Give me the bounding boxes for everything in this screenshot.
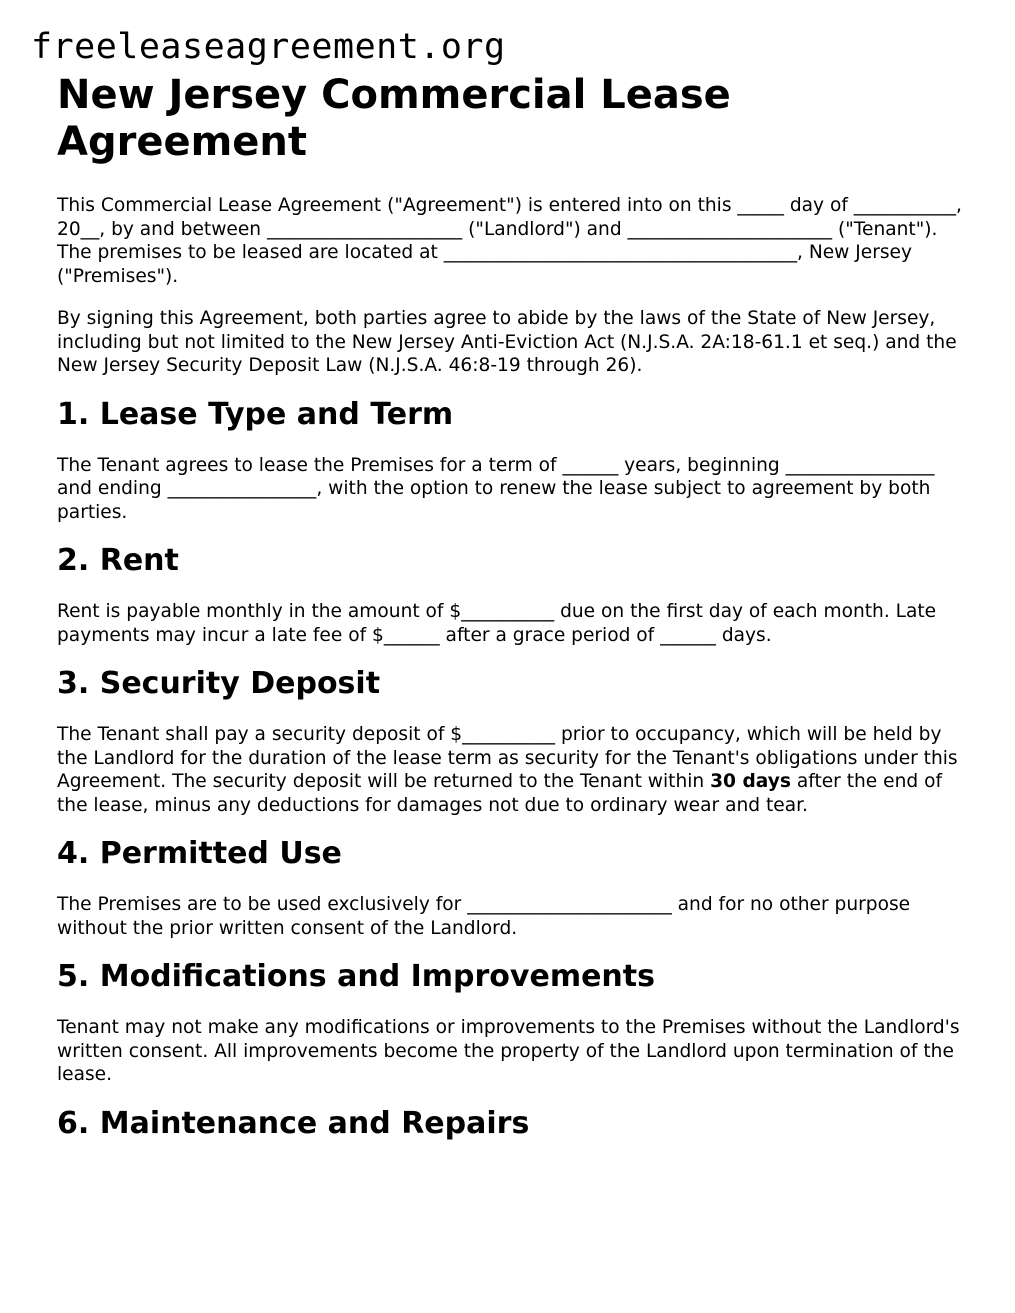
section-heading-permitted-use: 4. Permitted Use bbox=[57, 836, 342, 871]
site-watermark: freeleaseagreement.org bbox=[31, 27, 506, 67]
intro-paragraph: This Commercial Lease Agreement ("Agreement") is entered into on this _____ day of ___________, 20__, by and between _____________________ ("Landlord") and ______________________ ("Tenant"). The premises to be leased are located at ______________________________________, New Jersey ("Premises"). bbox=[57, 195, 962, 287]
section-body-permitted-use: The Premises are to be used exclusively for ______________________ and for no other purpose without the prior written consent of the Landlord. bbox=[57, 894, 911, 939]
section-heading-modifications: 5. Modifications and Improvements bbox=[57, 959, 655, 994]
section-heading-security-deposit: 3. Security Deposit bbox=[57, 666, 381, 701]
lease-document bbox=[57, 72, 962, 1163]
security-deposit-text-1: The Tenant shall pay a security deposit of $__________ prior to occupancy, which will be held by the Landlord for the duration of the lease term as security for the Tenant's obligations under this Agreement. The security deposit will be returned to the Tenant within bbox=[57, 724, 958, 792]
security-deposit-text-2: after the end of the lease, minus any deductions for damages not due to ordinary wear and tear. bbox=[57, 771, 943, 816]
section-heading-maintenance: 6. Maintenance and Repairs bbox=[57, 1105, 530, 1141]
section-body-lease-term: The Tenant agrees to lease the Premises for a term of ______ years, beginning ________________ and ending ________________, with the option to renew the lease subject to agreement by both parties. bbox=[57, 454, 935, 523]
section-heading-lease-term: 1. Lease Type and Term bbox=[57, 396, 454, 432]
document-title: New Jersey Commercial Lease Agreement bbox=[57, 72, 731, 165]
section-heading-rent: 2. Rent bbox=[57, 543, 179, 578]
section-body-security-deposit bbox=[57, 723, 962, 817]
laws-paragraph: By signing this Agreement, both parties agree to abide by the laws of the State of New Jersey, including but not limited to the New Jersey Anti-Eviction Act (N.J.S.A. 2A:18-61.1 et seq.) and the New Jersey Security Deposit Law (N.J.S.A. 46:8-19 through 26). bbox=[57, 308, 957, 376]
section-body-modifications: Tenant may not make any modifications or improvements to the Premises without the Landlord's written consent. All improvements become the property of the Landlord upon termination of the lease. bbox=[57, 1017, 960, 1085]
section-body-rent: Rent is payable monthly in the amount of $__________ due on the first day of each month. Late payments may incur a late fee of $______ after a grace period of ______ days. bbox=[57, 601, 937, 646]
security-deposit-return-period: 30 days bbox=[710, 771, 791, 792]
